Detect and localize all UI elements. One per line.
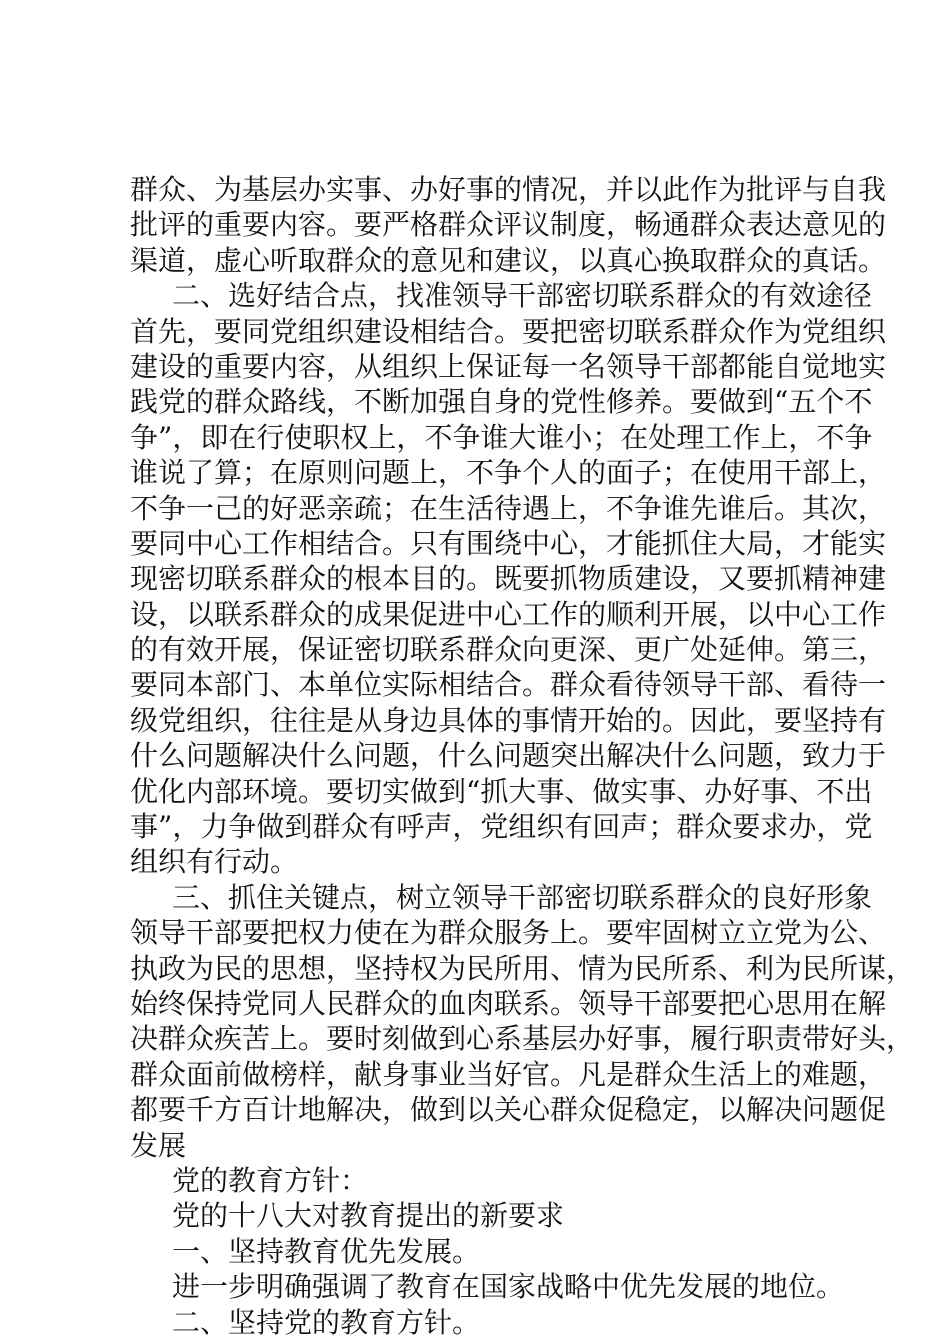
text-line: 现密切联系群众的根本目的。既要抓物质建设，又要抓精神建 bbox=[130, 562, 887, 596]
section-heading: 二、选好结合点，找准领导干部密切联系群众的有效途径 bbox=[172, 279, 873, 313]
text-line: 的有效开展，保证密切联系群众向更深、更广处延伸。第三， bbox=[130, 633, 887, 667]
text-line: 级党组织，往往是从身边具体的事情开始的。因此，要坚持有 bbox=[130, 703, 887, 737]
text-line: 渠道，虚心听取群众的意见和建议，以真心换取群众的真话。 bbox=[130, 243, 887, 277]
section-heading: 三、抓住关键点，树立领导干部密切联系群众的良好形象 bbox=[172, 880, 873, 914]
text-line: 组织有行动。 bbox=[130, 845, 299, 879]
text-line: 优化内部环境。要切实做到“抓大事、做实事、办好事、不出 bbox=[130, 774, 873, 808]
text-line: 始终保持党同人民群众的血肉联系。领导干部要把心思用在解 bbox=[130, 986, 887, 1020]
text-line: 不争一己的好恶亲疏；在生活待遇上，不争谁先谁后。其次， bbox=[130, 491, 887, 525]
policy-item: 一、坚持教育优先发展。 bbox=[172, 1234, 481, 1268]
policy-heading: 党的教育方针： bbox=[172, 1163, 369, 1197]
text-line: 建设的重要内容，从组织上保证每一名领导干部都能自觉地实 bbox=[130, 349, 887, 383]
text-line: 什么问题解决什么问题，什么问题突出解决什么问题，致力于 bbox=[130, 739, 887, 773]
text-line: 践党的群众路线，不断加强自身的党性修养。要做到“五个不 bbox=[130, 385, 873, 419]
text-line: 执政为民的思想，坚持权为民所用、情为民所系、利为民所谋， bbox=[130, 951, 915, 985]
text-line: 群众、为基层办实事、办好事的情况，并以此作为批评与自我 bbox=[130, 173, 887, 206]
policy-item: 二、坚持党的教育方针。 bbox=[172, 1305, 481, 1339]
document-body bbox=[130, 172, 915, 1340]
policy-subheading: 党的十八大对教育提出的新要求 bbox=[172, 1199, 565, 1233]
text-line: 群众面前做榜样，献身事业当好官。凡是群众生活上的难题， bbox=[130, 1057, 887, 1091]
text-line: 设，以联系群众的成果促进中心工作的顺利开展，以中心工作 bbox=[130, 597, 887, 631]
text-line: 争”，即在行使职权上，不争谁大谁小；在处理工作上，不争 bbox=[130, 420, 873, 454]
text-line: 发展 bbox=[130, 1128, 187, 1162]
text-line: 要同本部门、本单位实际相结合。群众看待领导干部、看待一 bbox=[130, 668, 887, 702]
text-line: 要同中心工作相结合。只有围绕中心，才能抓住大局，才能实 bbox=[130, 526, 887, 560]
text-line: 谁说了算；在原则问题上，不争个人的面子；在使用干部上， bbox=[130, 456, 887, 490]
text-line: 决群众疾苦上。要时刻做到心系基层办好事，履行职责带好头， bbox=[130, 1022, 915, 1056]
text-line: 都要千方百计地解决，做到以关心群众促稳定，以解决问题促 bbox=[130, 1093, 887, 1127]
text-line: 事”，力争做到群众有呼声，党组织有回声；群众要求办，党 bbox=[130, 810, 873, 844]
text-line: 领导干部要把权力使在为群众服务上。要牢固树立立党为公、 bbox=[130, 916, 887, 950]
text-line: 批评的重要内容。要严格群众评议制度，畅通群众表达意见的 bbox=[130, 208, 887, 242]
text-line: 首先，要同党组织建设相结合。要把密切联系群众作为党组织 bbox=[130, 314, 887, 348]
policy-item-detail: 进一步明确强调了教育在国家战略中优先发展的地位。 bbox=[172, 1270, 845, 1304]
